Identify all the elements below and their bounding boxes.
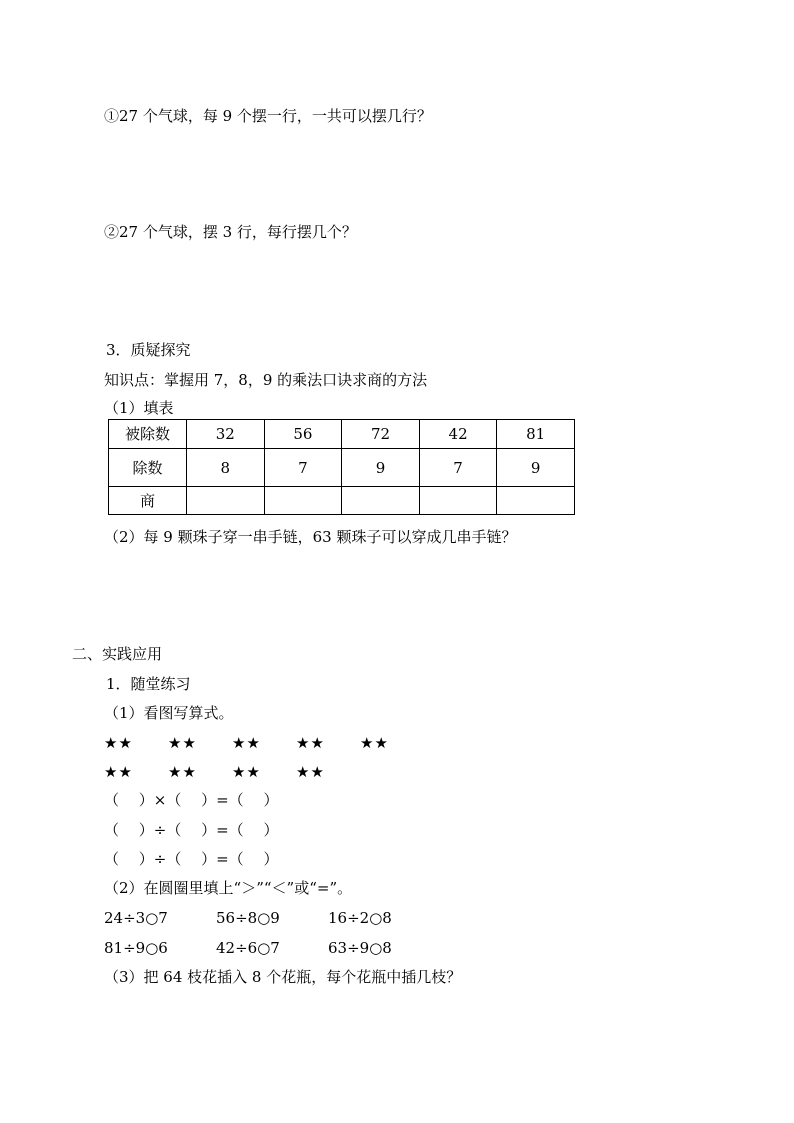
dividend-label: 被除数 (109, 420, 187, 449)
equation-divide-2: （ ）÷（ ）=（ ） (104, 850, 279, 868)
equation-multiply: （ ）×（ ）=（ ） (104, 791, 279, 809)
quotient-blank-cell[interactable] (187, 487, 265, 515)
compare-row-1 (104, 908, 440, 928)
section-two-heading: 二、实践应用 (72, 645, 163, 663)
dividend-cell: 42 (419, 420, 497, 449)
quotient-blank-cell[interactable] (342, 487, 420, 515)
divisor-cell: 7 (264, 449, 342, 487)
quotient-row (109, 487, 575, 515)
star-pair: ★★ (360, 734, 389, 752)
knowledge-point: 知识点：掌握用 7，8，9 的乘法口诀求商的方法 (104, 371, 428, 389)
star-pair: ★★ (232, 763, 261, 781)
fill-table-instruction: （1）填表 (104, 399, 174, 417)
compare-item: 16÷2○8 (328, 909, 392, 927)
dividend-cell: 81 (497, 420, 575, 449)
dividend-row (109, 420, 575, 449)
compare-item: 63÷9○8 (328, 939, 392, 957)
dividend-cell: 56 (264, 420, 342, 449)
star-pair: ★★ (104, 763, 133, 781)
quotient-blank-cell[interactable] (497, 487, 575, 515)
compare-item: 24÷3○7 (104, 909, 168, 927)
star-pair: ★★ (296, 734, 325, 752)
divisor-row (109, 449, 575, 487)
equation-divide-1: （ ）÷（ ）=（ ） (104, 821, 279, 839)
star-pair: ★★ (104, 734, 133, 752)
compare-item: 42÷6○7 (216, 939, 280, 957)
stars-row-2 (104, 762, 360, 782)
star-pair: ★★ (232, 734, 261, 752)
division-fill-table (108, 419, 575, 515)
bracelet-question: （2）每 9 颗珠子穿一串手链，63 颗珠子可以穿成几串手链？ (104, 528, 517, 546)
flower-vase-question: （3）把 64 枝花插入 8 个花瓶，每个花瓶中插几枝？ (104, 968, 462, 986)
star-pair: ★★ (168, 734, 197, 752)
compare-item: 56÷8○9 (216, 909, 280, 927)
quotient-blank-cell[interactable] (264, 487, 342, 515)
divisor-cell: 8 (187, 449, 265, 487)
divisor-cell: 7 (419, 449, 497, 487)
quotient-label: 商 (109, 487, 187, 515)
question-balloons-rows: ①27 个气球，每 9 个摆一行，一共可以摆几行？ (104, 107, 432, 125)
dividend-cell: 72 (342, 420, 420, 449)
divisor-cell: 9 (342, 449, 420, 487)
quotient-blank-cell[interactable] (419, 487, 497, 515)
compare-row-2 (104, 938, 440, 958)
practice-title: 1．随堂练习 (106, 675, 191, 693)
compare-item: 81÷9○6 (104, 939, 168, 957)
question-balloons-per-row: ②27 个气球，摆 3 行，每行摆几个？ (104, 223, 357, 241)
section-3-title: 3．质疑探究 (106, 341, 191, 359)
star-pair: ★★ (296, 763, 325, 781)
divisor-cell: 9 (497, 449, 575, 487)
dividend-cell: 32 (187, 420, 265, 449)
star-pair: ★★ (168, 763, 197, 781)
stars-row-1 (104, 733, 424, 753)
divisor-label: 除数 (109, 449, 187, 487)
compare-instruction: （2）在圆圈里填上“＞”“＜”或“=”。 (104, 879, 353, 897)
picture-equation-instruction: （1）看图写算式。 (104, 704, 234, 722)
